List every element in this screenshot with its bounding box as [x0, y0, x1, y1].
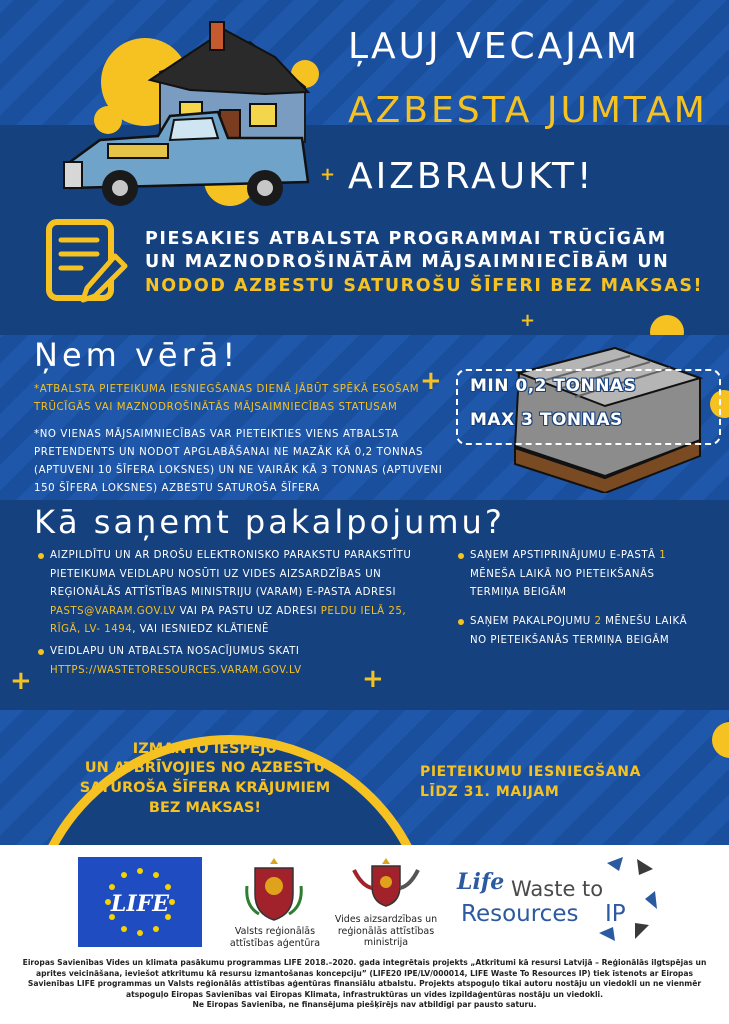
bottom-cta-line-3: SATUROŠA ŠĪFERA KRĀJUMIEM: [79, 780, 331, 796]
agency-caption: Valsts reģionālās attīstības aģentūra: [229, 926, 321, 949]
notice-title: Ņem vērā!: [34, 336, 240, 374]
bottom-cta-line-2: UN ATBRĪVOJIES NO AZBESTU: [84, 760, 326, 776]
deadline-line-1: PIETEIKUMU IESNIEGŠANA: [420, 764, 642, 780]
step-send-application: AIZPILDĪTU UN AR DROŠU ELEKTRONISKO PARAKSTU PARAKSTĪTU PIETEIKUMA VEIDLAPU NOSŪTI UZ VIDES AIZSARDZĪBAS UN REĢIONĀLĀS ATTĪSTĪBAS MINISTRIJU (VARAM) E-PASTA ADRESI PASTS@VARAM.GOV.LV VAI PA PASTU UZ ADRESI PELDU IELĀ 25, RĪGĀ, LV- 1494, VAI IESNIEDZ KLĀTIENĒ: [50, 550, 412, 635]
bottom-cta-line-1: IZMANTO IESPĒJU: [132, 741, 278, 757]
deadline-line-2: LĪDZ 31. MAIJAM: [420, 784, 560, 800]
tonnage-min: MIN 0,2 TONNAS: [470, 376, 637, 396]
postal-address: PELDU IELĀ 25, RĪGĀ, LV- 1494: [50, 605, 407, 635]
disclaimer: Eiropas Savienības Vides un klimata pasākumu programmas LIFE 2018.–2020. gada integrētais projekts „Atkritumi kā resursi Latvijā – Reģionālās ilgtspējas un aprites veicināšana, ieviešot atkritumu kā resursu izmantošanas koncepciju” (LIFE20 IPE/LV/000014, LIFE Waste To Resources IP) tiek īstenots ar Eiropas Savienības LIFE programmas un Valsts reģionālās attīstības aģentūras finansiālu atbalstu. Projekts atspoguļo tikai autoru nostāju un viedokli un ne vienmēr atspoguļo Eiropas Savienības vai Eiropas Klimata, infrastruktūras un vides izpildaģentūras nostāju un viedokli. Ne Eiropas Savienība, ne finansējuma piešķīrējs nav atbildīgi par pausto saturu.: [22, 958, 707, 1010]
notice-status-note: *ATBALSTA PIETEIKUMA IESNIEGŠANAS DIENĀ JĀBŪT SPĒKĀ ESOŠAM TRŪCĪGĀS VAI MAZNODROŠINĀTĀS MĀJSAIMNIECĪBAS STATUSAM: [34, 384, 420, 413]
cta-line-2: UN MAZNODROŠINĀTĀM MĀJSAIMNIECĪBĀM UN: [145, 252, 670, 272]
title-line-2: AZBESTA JUMTAM: [348, 90, 708, 131]
website-link[interactable]: HTTPS://WASTETORESOURCES.VARAM.GOV.LV: [50, 664, 302, 676]
house-truck-illustration: [50, 12, 340, 212]
title-line-1: ĻAUJ VECAJAM: [348, 26, 640, 67]
bottom-cta-line-4: BEZ MAKSAS!: [148, 800, 262, 816]
document-edit-icon: [45, 218, 129, 304]
cta-line-3: NODOD AZBESTU SATUROŠU ŠĪFERI BEZ MAKSAS!: [145, 276, 704, 296]
step-view-conditions: VEIDLAPU UN ATBALSTA NOSACĪJUMUS SKATI HTTPS://WASTETORESOURCES.VARAM.GOV.LV: [50, 643, 430, 680]
tonnage-max: MAX 3 TONNAS: [470, 410, 623, 430]
coat-of-arms-agency-icon: [243, 856, 305, 922]
ministry-caption: Vides aizsardzības un reģionālās attīstības ministrija: [334, 914, 438, 948]
email-link[interactable]: PASTS@VARAM.GOV.LV: [50, 605, 176, 617]
cta-line-1: PIESAKIES ATBALSTA PROGRAMMAI TRŪCĪGĀM: [145, 229, 667, 249]
step-confirmation: SAŅEM APSTIPRINĀJUMU E-PASTĀ 1 MĒNEŠA LAIKĀ NO PIETEIKŠANĀS TERMIŅA BEIGĀM: [470, 550, 667, 598]
how-title: Kā saņemt pakalpojumu?: [34, 503, 505, 541]
coat-of-arms-ministry-icon: [348, 856, 424, 912]
notice-quantity-note: *NO VIENAS MĀJSAIMNIECĪBAS VAR PIETEIKTIES VIENS ATBALSTA PRETENDENTS UN NODOT APGLABĀŠANAI NE MAZĀK KĀ 0,2 TONNAS (APTUVENI 10 ŠĪFERA LOKSNES) UN NE VAIRĀK KĀ 3 TONNAS (APTUVENI 150 ŠĪFERA LOKSNES) AZBESTU SATUROŠA ŠĪFERA: [34, 429, 443, 494]
title-line-3: AIZBRAUKT!: [348, 156, 595, 197]
life-waste-to-resources-logo: Life Waste to Resources IP: [455, 855, 665, 950]
eu-life-logo: LIFE: [78, 857, 202, 947]
poster: ĻAUJ VECAJAM AZBESTA JUMTAM AIZBRAUKT! PIESAKIES ATBALSTA PROGRAMMAI TRŪCĪGĀM UN MAZNODROŠINĀTĀM MĀJSAIMNIECĪBĀM UN NODOD AZBESTU SATUROŠU ŠĪFERI BEZ MAKSAS! + + Ņem vērā! *ATBALSTA PIETEIKUMA IESNIEGŠANAS DIENĀ JĀBŪT SPĒKĀ ESOŠAM TRŪCĪGĀS VAI MAZNODROŠINĀTĀS MĀJSAIMNIECĪBAS STATUSAM *NO VIENAS MĀJSAIMNIECĪBAS VAR PIETEIKTIES VIENS ATBALSTA PRETENDENTS UN NODOT APGLABĀŠANAI NE MAZĀK KĀ 0,2 TONNAS (APTUVENI 10 ŠĪFERA LOKSNES) UN NE VAIRĀK KĀ 3 TONNAS (APTUVENI 150 ŠĪFERA LOKSNES) AZBESTU SATUROŠA ŠĪFERA + MIN 0,2 TONNAS MAX 3 TONNAS Kā saņemt pakalpojumu? AIZPILDĪTU UN AR DROŠU ELEKTRONISKO PARAKSTU PARAKSTĪTU PIETEIKUMA VEIDLAPU NOSŪTI UZ VIDES AIZSARDZĪBAS UN REĢIONĀLĀS ATTĪSTĪBAS MINISTRIJU (VARAM) E-PASTA ADRESI PASTS@VARAM.GOV.LV VAI PA PASTU UZ ADRESI PELDU IELĀ 25, RĪGĀ, LV- 1494, VAI IESNIEDZ KLĀTIENĒ VEIDLAPU UN ATBALSTA NOSACĪJUMUS SKATI HTTPS://WASTETORESOURCES.VARAM.GOV.LV SAŅEM APSTIPRINĀJUMU E-PASTĀ 1 MĒNEŠA LAIKĀ NO PIETEIKŠANĀS TERMIŅA BEIGĀM SAŅEM PAKALPOJUMU 2 MĒNEŠU LAIKĀ NO PIETEIKŠANĀS TERMIŅA BEIGĀM + + IZMANTO IESPĒJU UN ATBRĪVOJIES NO AZBESTU SATUROŠA ŠĪFERA KRĀJUMIEM BEZ MAKSAS! PIETEIKUMU IESNIEGŠANA LĪDZ 31. MAIJAM LIFE Valsts reģionālās attīstības aģentūra Vides aizsardzības un reģionālās attīstības ministrija Life Waste to Resources IP Eiropas Savienības Vides un klimata pasākumu programmas LIFE 2018.–2020. gada integrētais projekts „Atkritumi kā resursi Latvijā – Reģionālās ilgtspējas un aprites veicināšana, ieviešot atkritumu kā resursu izmantošanas koncepciju” (LIFE20 IPE/LV/000014, LIFE Waste To Resources IP) tiek īstenots ar Eiropas Savienības LIFE programmas un Valsts reģionālās attīstības aģentūras finansiālu atbalstu. Projekts atspoguļo tikai autoru nostāju un viedokli un ne vienmēr atspoguļo Eiropas Savienības vai Eiropas Klimata, infrastruktūras un vides izpildaģentūras nostāju un viedokli. Ne Eiropas Savienība, ne finansējuma piešķīrējs nav atbildīgi par pausto saturu.: [0, 0, 729, 1024]
step-receive-service: SAŅEM PAKALPOJUMU 2 MĒNEŠU LAIKĀ NO PIETEIKŠANĀS TERMIŅA BEIGĀM: [470, 616, 688, 646]
